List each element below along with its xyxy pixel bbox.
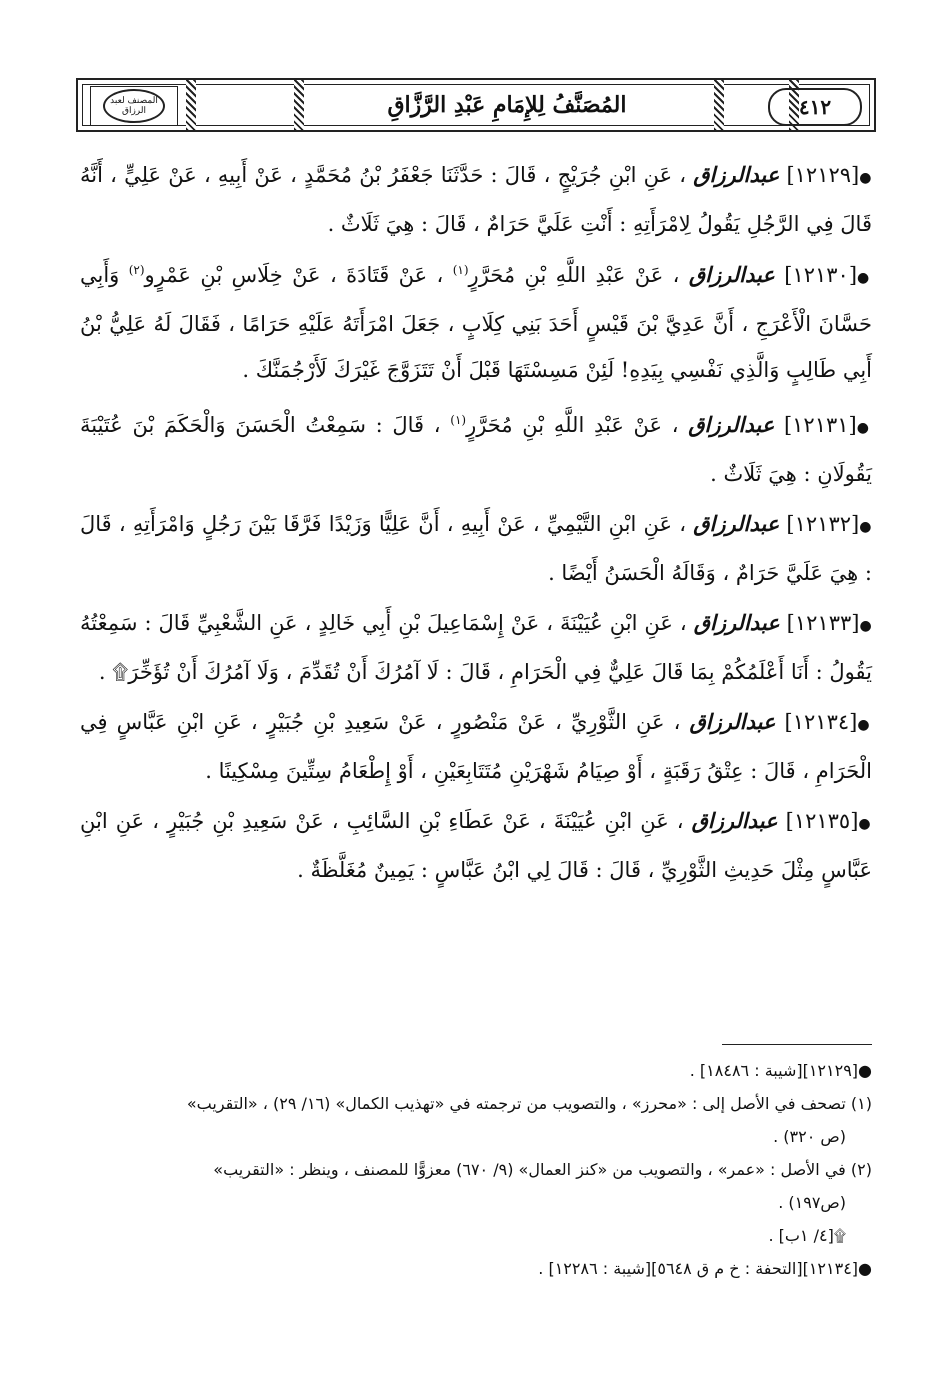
hadith-text: وَأَبِي حَسَّانَ الْأَعْرَجِ ، أَنَّ عَدِيَّ بْنَ قَيْسٍ أَحَدَ بَنِي كِلَابٍ ، جَعَلَ امْرَأَتَهُ عَلَيْهِ حَرَامًا ، فَقَالَ لَهُ عَلِيُّ بْنُ أَبِي طَالِبٍ وَالَّذِي نَفْسِي بِيَدِهِ! لَئِنْ مَسِسْتَهَا قَبْلَ أَنْ تَتَزَوَّجَ غَيْرَكَ لَأَرْجُمَنَّكَ . — [80, 263, 872, 382]
author-name: عبدالرزاق — [691, 808, 778, 833]
hadith-entry — [80, 699, 872, 794]
author-name: عبدالرزاق — [688, 412, 775, 437]
header-ornament — [294, 80, 304, 130]
page-header — [76, 78, 876, 132]
manuscript-marker-icon: ۩ — [112, 660, 129, 684]
bullet-icon: ● — [859, 170, 872, 186]
hadith-text: ، عَنِ ابْنِ جُرَيْجٍ ، قَالَ : حَدَّثَنَا جَعْفَرُ بْنُ مُحَمَّدٍ ، عَنْ أَبِيهِ ، عَنْ عَلِيٍّ ، أَنَّهُ قَالَ فِي الرَّجُلِ يَقُولُ لِامْرَأَتِهِ : أَنْتِ عَلَيَّ حَرَامٌ ، قَالَ : هِيَ ثَلَاثٌ . — [80, 163, 872, 236]
main-text — [80, 152, 872, 893]
hadith-number: [١٢١٣٢] — [786, 512, 860, 536]
hadith-text: ، عَنِ ابْنِ التَّيْمِيِّ ، عَنْ أَبِيهِ ، أَنَّ عَلِيًّا وَزَيْدًا فَرَّقَا بَيْنَ رَجُلٍ وَامْرَأَتِهِ ، قَالَ : هِيَ عَلَيَّ حَرَامٌ ، وَقَالَهُ الْحَسَنُ أَيْضًا . — [80, 512, 872, 585]
hadith-entry — [80, 501, 872, 596]
hadith-number: [١٢١٣٣] — [786, 611, 860, 635]
bullet-icon: ● — [856, 420, 872, 436]
bullet-icon: ● — [858, 816, 872, 832]
hadith-number: [١٢١٣٠] — [784, 263, 858, 287]
footnote-line: (ص ٣٢٠) . — [773, 1127, 846, 1146]
footnote-line: ●[١٢١٢٩][شيبة : ١٨٤٨٦] . — [689, 1061, 872, 1080]
header-ornament — [714, 80, 724, 130]
header-ornament — [186, 80, 196, 130]
book-logo — [90, 86, 178, 126]
hadith-text: ، عَنْ عَبْدِ اللَّهِ بْنِ مُحَرَّرٍ — [466, 413, 679, 437]
author-name: عبدالرزاق — [693, 162, 780, 187]
bullet-icon: ● — [857, 717, 872, 733]
footnotes — [80, 1054, 872, 1285]
hadith-text: ، قَالَ : سَمِعْتُ الْحَسَنَ وَالْحَكَمَ بْنَ عُتَيْبَةَ يَقُولَانِ : هِيَ ثَلَاثٌ . — [80, 413, 872, 486]
logo-text: المصنف لعبد الرزاق — [110, 96, 158, 116]
hadith-entry — [80, 600, 872, 695]
author-name: عبدالرزاق — [689, 709, 776, 734]
hadith-text: ، عَنِ ابْنِ عُيَيْنَةَ ، عَنْ عَطَاءِ بْنِ السَّائِبِ ، عَنْ سَعِيدِ بْنِ جُبَيْرٍ ، عَنِ ابْنِ عَبَّاسٍ مِثْلَ حَدِيثِ الثَّوْرِيِّ ، قَالَ : قَالَ لِي ابْنُ عَبَّاسٍ : يَمِينٌ مُغَلَّظَةٌ . — [80, 809, 872, 882]
footnote-line: (ص١٩٧) . — [778, 1193, 846, 1212]
author-name: عبدالرزاق — [693, 610, 780, 635]
footnote-divider — [722, 1044, 872, 1045]
bullet-icon: ● — [859, 519, 872, 535]
footnote-line: ۩[٤/ ١ب] . — [768, 1226, 846, 1245]
footnote-marker: (١) — [450, 413, 467, 427]
hadith-text: ، عَنْ عَبْدِ اللَّهِ بْنِ مُحَرَّرٍ — [468, 263, 680, 287]
hadith-number: [١٢١٣١] — [783, 413, 857, 437]
author-name: عبدالرزاق — [693, 511, 780, 536]
hadith-text: ، عَنِ ابْنِ عُيَيْنَةَ ، عَنْ إِسْمَاعِيلَ بْنِ أَبِي خَالِدٍ ، عَنِ الشَّعْبِيِّ قَالَ : سَمِعْتُهُ يَقُولُ : أَنَا أَعْلَمُكُمْ بِمَا قَالَ عَلِيٌّ فِي الْحَرَامِ ، قَالَ : لَا آمُرُكَ أَنْ تُقَدِّمَ ، وَلَا آمُرُكَ أَنْ تُؤَخِّرَ — [80, 611, 872, 684]
hadith-text: ، عَنْ قَتَادَةَ ، عَنْ خِلَاسِ بْنِ عَمْرٍو — [144, 263, 444, 287]
hadith-number: [١٢١٣٤] — [784, 710, 858, 734]
footnote-marker: (٢) — [128, 263, 145, 277]
hadith-text: ، عَنِ الثَّوْرِيِّ ، عَنْ مَنْصُورٍ ، عَنْ سَعِيدِ بْنِ جُبَيْرٍ ، عَنِ ابْنِ عَبَّاسٍ فِي الْحَرَامِ ، قَالَ : عِتْقُ رَقَبَةٍ ، أَوْ صِيَامُ شَهْرَيْنِ مُتَتَابِعَيْنِ ، أَوْ إِطْعَامُ سِتِّينَ مِسْكِينًا . — [80, 710, 872, 783]
hadith-entry — [80, 397, 872, 497]
footnote-marker: (١) — [452, 263, 469, 277]
footnote-line: ●[١٢١٣٤][التحفة : خ م ق ٥٦٤٨][شيبة : ١٢٢٨٦] . — [538, 1259, 872, 1278]
author-name: عبدالرزاق — [688, 262, 775, 287]
footnote-line: (١) تصحف في الأصل إلى : «محرز» ، والتصويب من ترجمته في «تهذيب الكمال» (١٦/ ٢٩) ، «التقريب» — [186, 1094, 872, 1113]
hadith-entry — [80, 798, 872, 893]
hadith-text: . — [98, 660, 106, 684]
hadith-number: [١٢١٣٥] — [785, 809, 859, 833]
page-title: المُصَنَّفُ لِلإِمَامِ عَبْدِ الرَّزَّاقِ — [387, 92, 627, 118]
logo-seal — [103, 89, 165, 123]
hadith-entry — [80, 247, 872, 393]
hadith-number: [١٢١٢٩] — [786, 163, 860, 187]
bullet-icon: ● — [857, 270, 872, 286]
hadith-entry — [80, 152, 872, 247]
page-number: ٤١٢ — [768, 88, 862, 126]
bullet-icon: ● — [859, 618, 873, 634]
footnote-line: (٢) في الأصل : «عمر» ، والتصويب من «كنز العمال» (٩/ ٦٧٠) معزوًّا للمصنف ، وينظر : «التقريب» — [213, 1160, 872, 1179]
